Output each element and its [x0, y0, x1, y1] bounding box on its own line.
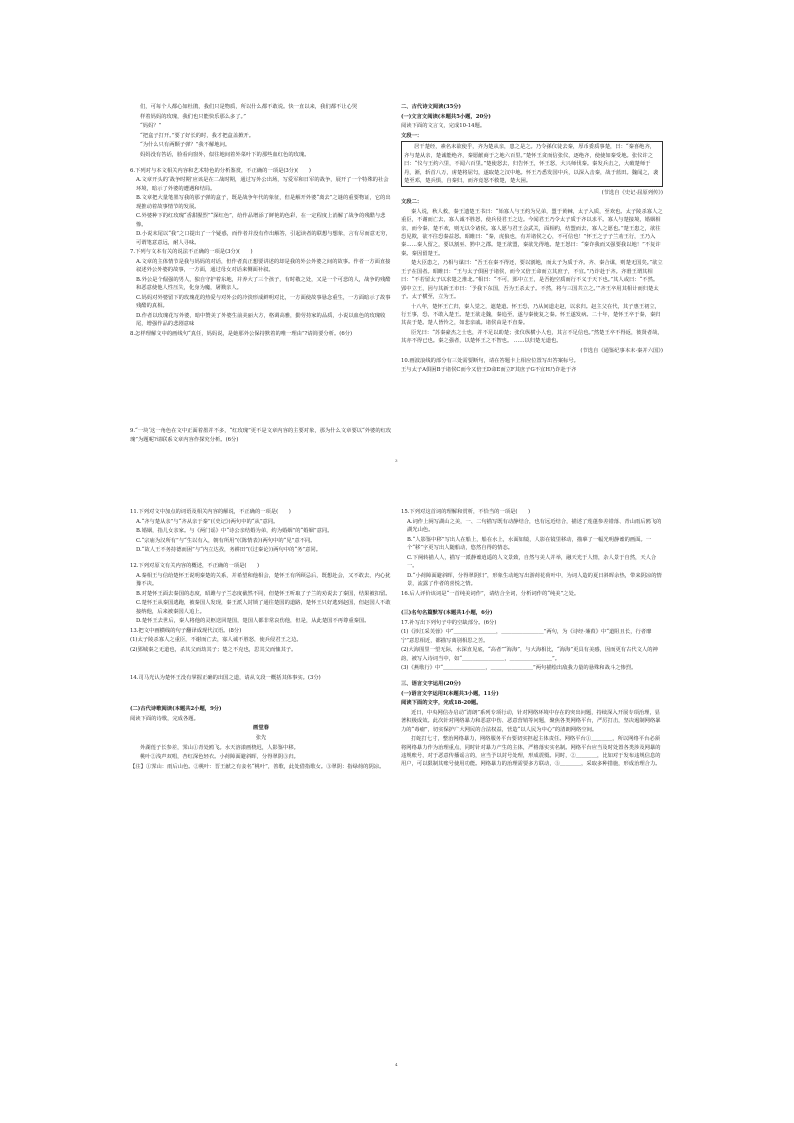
question-15: 15.下列对这首词的理解和赏析，不恰当的一项是( ) [401, 509, 531, 515]
text1-body [401, 141, 663, 187]
option-item: D.“小荷障面避斜晖，分得翠阴归”，形象生动地写出游荷花荷叶中，为词人造的夏日斜晖余热，带来阴凉的情景，流露了作者的喜悦之情。 [407, 572, 662, 587]
option-item: B.婚姻，指儿女亲家。与《两门谣》中“诗公亲结婚为弟，约为婚姻”的“婚姻”意同。 [136, 528, 333, 535]
fill-blank-item: (2)大海围里一望无际，水深直见底，“高者”“海海”，与大海相比，“海海”更具有美感，因而更有古代文人的神韵，被写入诗词当中，如“＿＿＿＿＿＿＿＿，＿＿＿＿＿＿＿＿”。 [401, 647, 658, 662]
option-item: C.妈妈对外婆留下的玫瑰花的热爱与对外公的冷淡形成鲜明对比，一方面使故事悬念重生，一方面暗示了故事残酷的真相。 [136, 294, 391, 310]
story-line: “把盒子打开。”要了好长的时，我才把盒盖掀开。 [140, 132, 255, 139]
option-item: C.楚怀王从秦国逃跑，被秦国人发现，秦王派人封锁了通往楚国的道路，楚怀王只好逃到赵国，但赵国人不敢接纳他，后来被秦国人追上。 [136, 600, 391, 615]
question-6: 6.下列对与本文相关内容和艺术特色的分析鉴赏，不正确的一项是(3分)( ) [130, 167, 311, 174]
poem-note: 【注】①霁山：雨后山色。②桃叶：晋王献之有妾名“桃叶”，善歌，此处借指歌女。③翠阴：指绿荷的阴凉。 [130, 763, 385, 770]
option-item: B.外公是个倔强的男人，独自守护着东地，并养大了三个孩子，有时敬之处，又是一个可悲的人，战争的残酷和恶意使他人性压失，化身为魔，屠戮亲人。 [136, 276, 391, 292]
fill-blank-item: (1)《涉江采芙蓉》中“＿＿＿＿＿＿＿＿，＿＿＿＿＿＿＿＿”两句，为《诗经·蒹葭》中“道阻且长，行者靡宁”意思相近，都描写离别相思之苦。 [401, 629, 652, 644]
translation-item: (1)太子陵杀寡人之重臣，不谢而亡去，寡人诚不胜怒，使兵侵君王之边。 [130, 637, 302, 644]
question-14: 14.司马光认为楚怀王没有掌握正确的出国之道，请从文段一概括其体事实。(3分) [130, 674, 321, 681]
option-item: D.“故人王不务持德而困”与“内立达孜，务耕田”(《过秦论》)两句中的“务”意同。 [136, 547, 322, 554]
question-17: 17.补写出下列句子中的空缺部分。(6分) [401, 619, 497, 626]
option-item: A.文章开头的‘战争时期’应该是在二战时期，通过写外公出场，写爱军和日军的战争，展开了一个特殊的社会环境，暗示了外婆的遭遇和结局。 [136, 177, 389, 192]
question-12: 12.下列对原文有关内容的概述，不正确的一项是( ) [130, 562, 260, 569]
story-line: 们，可每个人都心如杜鹃，我们只是物质，所以什么都不敢说。快一直以来，我们都不让心哭 [140, 104, 358, 110]
page1-right-column [401, 103, 663, 376]
option-item: C.“宗庙为汉所有”与“生以有入，朝有所用”(《陈情表》)两句中的“见”意不同。 [136, 537, 316, 544]
fill-blank-item: (3)《燕歌行》中“＿＿＿＿＿＿＿＿，＿＿＿＿＿＿＿＿”两句描绘出敌我力量的悬殊和战斗之惨烈。 [401, 665, 637, 672]
section-3x-heading: 三、语言文字运用(20分) [401, 680, 462, 687]
question-6-options [130, 176, 392, 247]
question-15-options [401, 518, 663, 589]
option-item: A.文章的主体情节是我与妈妈的对话，但作者真正想要讲述的却是我的外公外婆之间的故事。作者一方面直接叙述外公外婆的故事，一方面，通过母女对话来侧面补叙。 [136, 258, 391, 274]
classical-paragraph: 十八年，楚怀王亡归，秦人觉之，遮楚道。怀王恐，乃从间道走赵，以求归。赵主父在代，其子惠王初立，行王事，恐，不敢入楚王。楚王欲走魏，秦追至，遂与秦使复之秦。怀王遂发病。二十年，楚怀王卒于秦，秦归其丧于楚。楚人皆怜之，如悲亲戚。诸侯由是不直秦。 [401, 303, 661, 327]
poem-author: 张先 [255, 734, 267, 741]
option-item: D.楚怀王去世后，秦人将他的灵柩送回楚国，楚国人都非常哀伤他，但是，从此楚国不再尊重秦国。 [136, 618, 370, 625]
question-11: 11.下列对文中加点的词语及相关内容的解说，不正确的一项是( ) [130, 509, 291, 515]
text2-commentary: 臣光曰：“苏秦豪杰之士也，并不足以助楚；张仪纵横小人也，其言不足信也。”然楚王卒不得返，彼贤者哉，其亦不得已也。秦之强者，以楚怀王之不智也。 ……以归楚无道也。 [401, 330, 663, 345]
option-item: A.词作上阕写湖山之美，一、二句描写既有动静结合，也有远近结合，描述了莲蓬参差错落、青山雨后鸥飞的湖光山色。 [407, 518, 662, 533]
passage-paragraph: 近日，中央网信办启动“清朗”系列专项行动，针对网络环境中存在的突出问题，持续深入开展专项治理，显著积极成效。此次针对网络暴力和恶意中伤、恶意营销等问题，聚焦各类网络平台，严厉打击，坚决遏制网络暴力的“毒瘤”，切实保护广大网民的合法权益，营造“以人民为中心”的清朗网络空间。 [401, 709, 661, 733]
passage-paragraph: 打蛇打七寸，整治网络暴力，网络服务平台要切实担起主体责任。网络平台①＿＿＿＿，所以网络平台必须将网络暴力作为治理重点，同时针对暴力产生的主体，严格落实实名制。网络平台应当及时处置各类涉及网暴的违规账号，对于恶意传播谣言的，应当予以封号处理，形成震慑。同时，②＿＿＿＿，比如对于发布违规信息的用户，可以限制其账号使用功能。网络暴力的治理需要多方联动，③＿＿＿＿，采取多种措施，形成治理合力。 [401, 736, 661, 768]
question-7-options [130, 258, 392, 329]
text2-body [401, 208, 663, 328]
option-item: C.下阕转描人人，描写一派静谧逍遥的人文景致，自然与美人并举，融天光于人情，杂人景于自然，天人合一。 [407, 554, 657, 569]
question-7: 7.下列与文本有关的说法不正确的一项是(3分)( ) [130, 249, 253, 256]
section-2a-heading: (一)文言文阅读(本题共5小题，20分) [401, 113, 491, 120]
option-item: B.对楚怀王面去秦国的态度，昭雎与子兰态度截然不同，但楚怀王听取了子兰的劝说去了秦国，结果被扣留。 [136, 590, 391, 597]
option-item: A.“齐与楚从亲”与“齐从亲于秦”(《史记》)两句中的“从”意同。 [136, 518, 279, 525]
poem-body [130, 744, 392, 762]
classical-paragraph: 秦人说，秋人救，秦王遗楚王书曰：“始寡人与王约为兄弟，盟于黄棘，太子入质，至欢也。太子陵杀寡人之重臣，不谢而亡去，寡人诚不胜怒，使兵侵君王之边。今闻君王乃令太子质于齐以求平。寡人与楚接境，婚姻相亲，而今秦、楚不欢，则无以令诸侯。寡人愿与君王会武关，面相约，结盟而去，寡人之愿也。”楚王患之，欲往恐见欺，欲不往恐秦益怒。昭睢曰：“秦，虎狼也，有并诸侯之心，不可信也！”怀王之子子兰劝王行，王乃入秦……秦人留之，要以割巫、黔中之郡。楚王欲盟，秦欲先得地。楚王怒曰：“秦诈我而又强要我以地！”不复许秦。秦因留楚王。 [401, 208, 663, 257]
option-item: D.作者以玫瑰花写外婆，暗中赞美了外婆生前美丽大方，格调高雅，勤劳持家的品质，小说以血色的玫瑰收尾，增强作品的悲剧意味 [136, 312, 386, 328]
page-number-3: 3 [395, 458, 398, 463]
option-item: A.秦相王与信给楚怀王说明秦楚的关系，并希望和他相会，楚怀王有所顾忌后，既想赴会，又不敢去，内心犹豫不决。 [136, 572, 391, 587]
classical-paragraph: 楚大臣患之，乃相与谋曰：“吾王在秦不得还，要以割地，而太子为质于齐。齐、秦合谋，则楚无国矣。”欲立王子在国者。昭睢曰：“王与太子俱困于诸侯，而今又倍王命而立其庶子，不宜。”乃诈赴于齐。齐湣王谓其相曰：“不若留太子以求楚之淮北。”相曰：“不可，郢中立王，是吾抱空质而行不义于天下也。”其人或曰：“不然。郢中立王，因与其新王市曰：‘予我下东国，吾为王杀太子。不然，将与三国共立之。’”齐王卒用其相计而归楚太子。太子横至，立为王。 [401, 260, 663, 301]
page2-right-column [401, 508, 663, 770]
story-line: 样着妈妈的玫瑰，我们也只能快乐那么多了。” [140, 113, 246, 120]
story-ending [130, 103, 392, 159]
story-line: 妈妈没有答话，脸看向窗外，似往地间着外菜叶下的那些血红色的玫瑰。 [140, 151, 310, 158]
question-11-options [130, 518, 392, 555]
section-3-heading: (三)名句名篇默写(本题共1小题，6分) [401, 610, 493, 617]
section-2-heading: 二、古代诗文阅读(35分) [401, 104, 462, 110]
story-line: “为什么只有两颗子弹？”我不解地问。 [140, 142, 231, 149]
poem-line: 桃叶②浅声双唱，杏红深色轻衣。小荷障面避斜晖，分得翠阴③归。 [140, 754, 299, 761]
text1-source: (节选自《史记·屈原列传》) [601, 189, 663, 196]
section-2b-heading: (二)古代诗歌阅读(本题共2小题，9分) [130, 706, 222, 713]
section-3x-instruction: 阅读下面的文字，完成18-20题。 [401, 700, 482, 707]
section-2a-instruction: 阅读下面的文言文，完成10-14题。 [401, 123, 486, 130]
language-passage [401, 709, 663, 769]
question-13: 13.把文中画横线的句子翻译成现代汉语。(8分) [130, 627, 242, 634]
page1-left-column [130, 103, 392, 445]
poem-line: 外湖莲子长参差，霁山①青处鸥飞。水天溶漾画桡迟，人影鉴中移。 [140, 744, 299, 751]
option-item: B.“人影鉴中移”写出人在船上，船在水上，水面如镜，人影在镜里移动，描摹了一幅光明静谧的画面。一个“移”字更写出人随船动，悠然自得的情态。 [407, 536, 652, 551]
page2-left-column [130, 508, 392, 772]
question-17-items [401, 628, 663, 672]
text1-label: 文段一： [401, 132, 423, 139]
classical-paragraph: 居干楚经，素名未欲使乎，齐为楚从亲，患之是之。乃令孫仪徒去秦，厚币委质事楚，曰：“秦喜绝齐，齐与楚从亲，楚诚能绝齐，秦愿献商于之地六百里。”楚怀王贪而信张仪，逐绝齐，使使如秦受地。张仪许之曰：“仪与王约六里，不闻六百里。”楚使怒去，归告怀王，怀王怒，大兴师伐秦。秦发兵击之，大破楚师于丹，淅，斩首八万，虏楚将屈匄，遂取楚之汉中地。怀王乃悉发国中兵，以深入击秦，战于蓝田。魏闻之，袭楚至邓，楚兵惧，自秦归，而齐竟怒不救楚，楚大困。 [401, 141, 663, 187]
page-number-4: 4 [395, 1062, 398, 1067]
option-item: B.文章把大量笔墨写我的那子弹的盒子，既是战争年代的象征，但是解开外婆“离去”之谜的重要物证，它的出现推动着故事情节的发展。 [136, 195, 391, 210]
question-10-text: 王与太子A俱困B于诸侯C而今又倍王D命E而立F其庶子G不宜H乃诈赴于齐 [401, 367, 577, 374]
question-10: 10.画波浪线的部分有三处需要断句，请在答题卡上相应位置写出答案标号。 [401, 357, 579, 364]
section-2b-instruction: 阅读下面的诗歌，完成各题。 [130, 715, 199, 722]
poem-title: 画堂春 [253, 725, 269, 732]
question-16: 16.后人评价该词是“一首纯美词作”，请结合全词，分析词作的“纯美”之处。 [401, 590, 580, 597]
option-item: C.外婆种下的红玫瑰“香甜腥烈”“深红色”，给作品增添了鲜艳的色彩，在一定程度上消解了战争的残酷与悲惨。 [136, 213, 386, 228]
translation-item: (2)郢城秦之无道也，杀其父而劫其子；楚之不克也，思其父而恤其子。 [130, 646, 297, 653]
section-3x-sub-heading: (一)语言文字运用Ⅰ(本题共3小题，11分) [401, 690, 499, 697]
question-9: 9.“一块‘这一角色在文中正面着墨并不多，“红玫瑰”更不是文章内容的主要对象，那为什么文章要以“外婆的红玫瑰”为题呢?请联系文章内容作探究分析。(6分) [130, 428, 392, 443]
question-13-items [130, 636, 392, 654]
text2-label: 文段二： [401, 199, 423, 206]
question-12-options [130, 572, 392, 626]
question-8: 8.怎样理解文中的画线句“真任，妈妈说，是她那外公保持默着的唯一理由”?请简要分析。(6分) [130, 330, 353, 337]
option-item: D.小说末尾以“我”之口提出了一个疑惑，而作者并没有作出解答，引起读者的联想与想象，言有尽而意无穷，可谓笔意意远，耐人寻味。 [136, 231, 391, 246]
text2-source: (节选自《通鉴纪事本末·秦并六国》) [580, 348, 663, 355]
story-line: “妈妈？” [140, 123, 162, 130]
